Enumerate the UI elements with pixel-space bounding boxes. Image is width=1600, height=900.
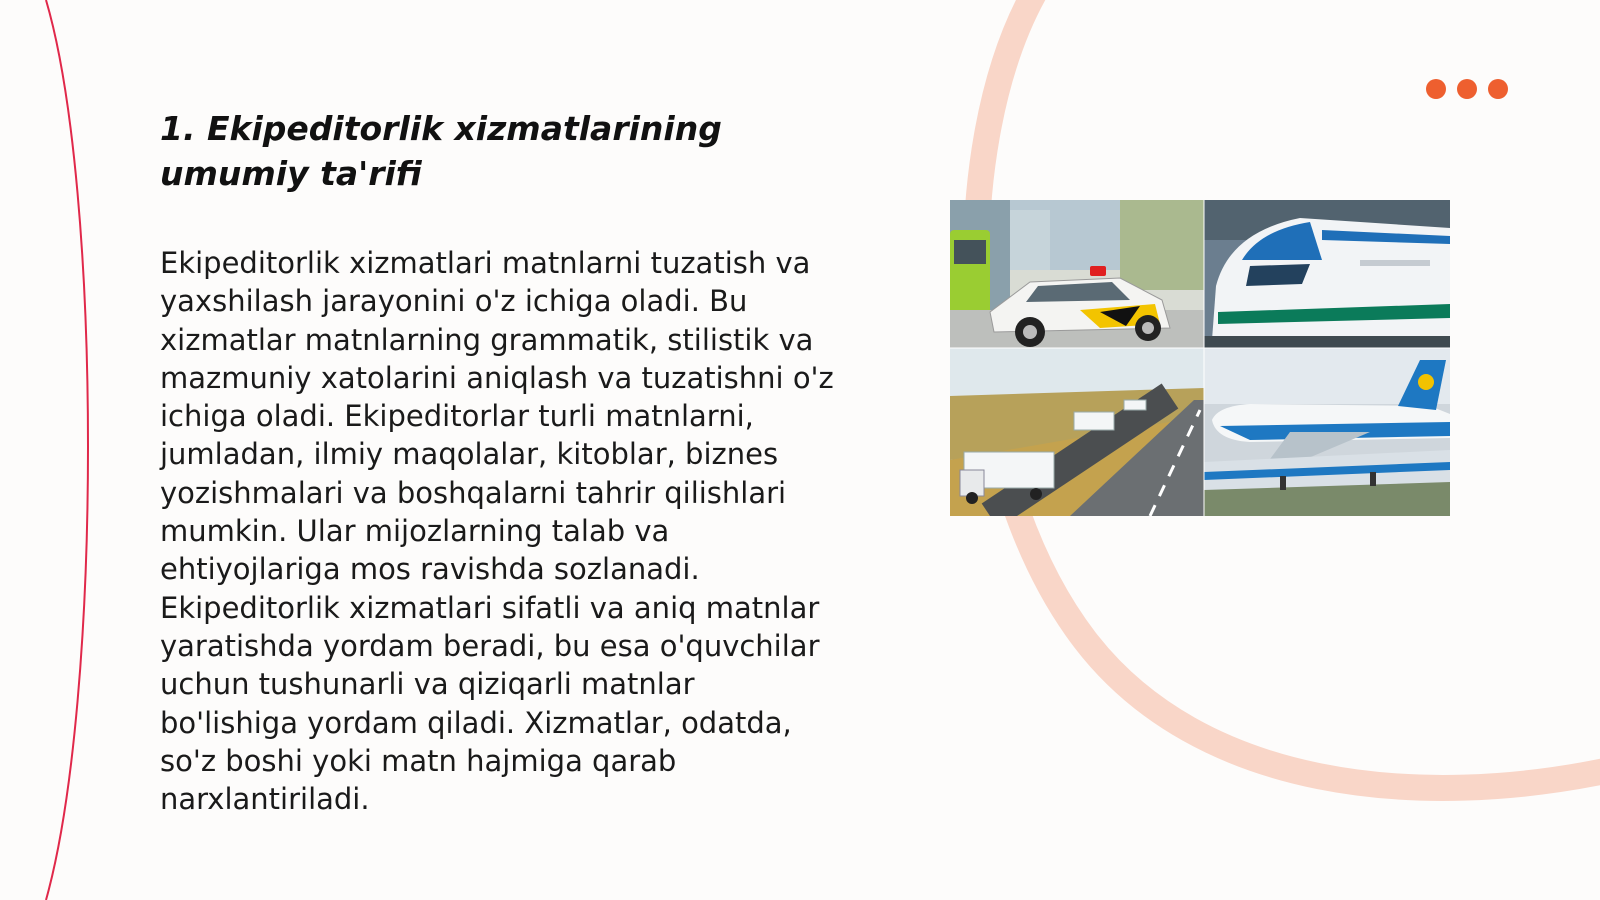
trucks-photo (950, 348, 1204, 516)
train-photo (1204, 200, 1450, 348)
three-dots-icon (1426, 79, 1508, 99)
transport-collage-image (950, 200, 1450, 516)
slide-title: 1. Ekipeditorlik xizmatlarining umumiy ta'rifi (160, 109, 722, 193)
dot (1488, 79, 1508, 99)
dot (1426, 79, 1446, 99)
dot (1457, 79, 1477, 99)
left-curve-line (46, 0, 88, 900)
airplane-photo (1204, 348, 1450, 516)
taxi-photo (950, 200, 1204, 348)
slide-body-text: Ekipeditorlik xizmatlari matnlarni tuzatish va yaxshilash jarayonini o'z ichiga oladi. Bu xizmatlar matnlarning grammatik, stilistik va mazmuniy xatolarini aniqlash va tuzatishni o'z ichiga oladi. Ekipeditorlar turli matnlarni, jumladan, ilmiy maqolalar, kitoblar, biznes yozishmalari va boshqalarni tahrir qilishlari mumkin. Ular mijozlarning talab va ehtiyojlariga mos ravishda sozlanadi. Ekipeditorlik xizmatlari sifatli va aniq matnlar yaratishda yordam beradi, bu esa o'quvchilar uchun tushunarli va qiziqarli matnlar bo'lishiga yordam qiladi. Xizmatlar, odatda, so'z boshi yoki matn hajmiga qarab narxlantiriladi. (160, 246, 834, 817)
